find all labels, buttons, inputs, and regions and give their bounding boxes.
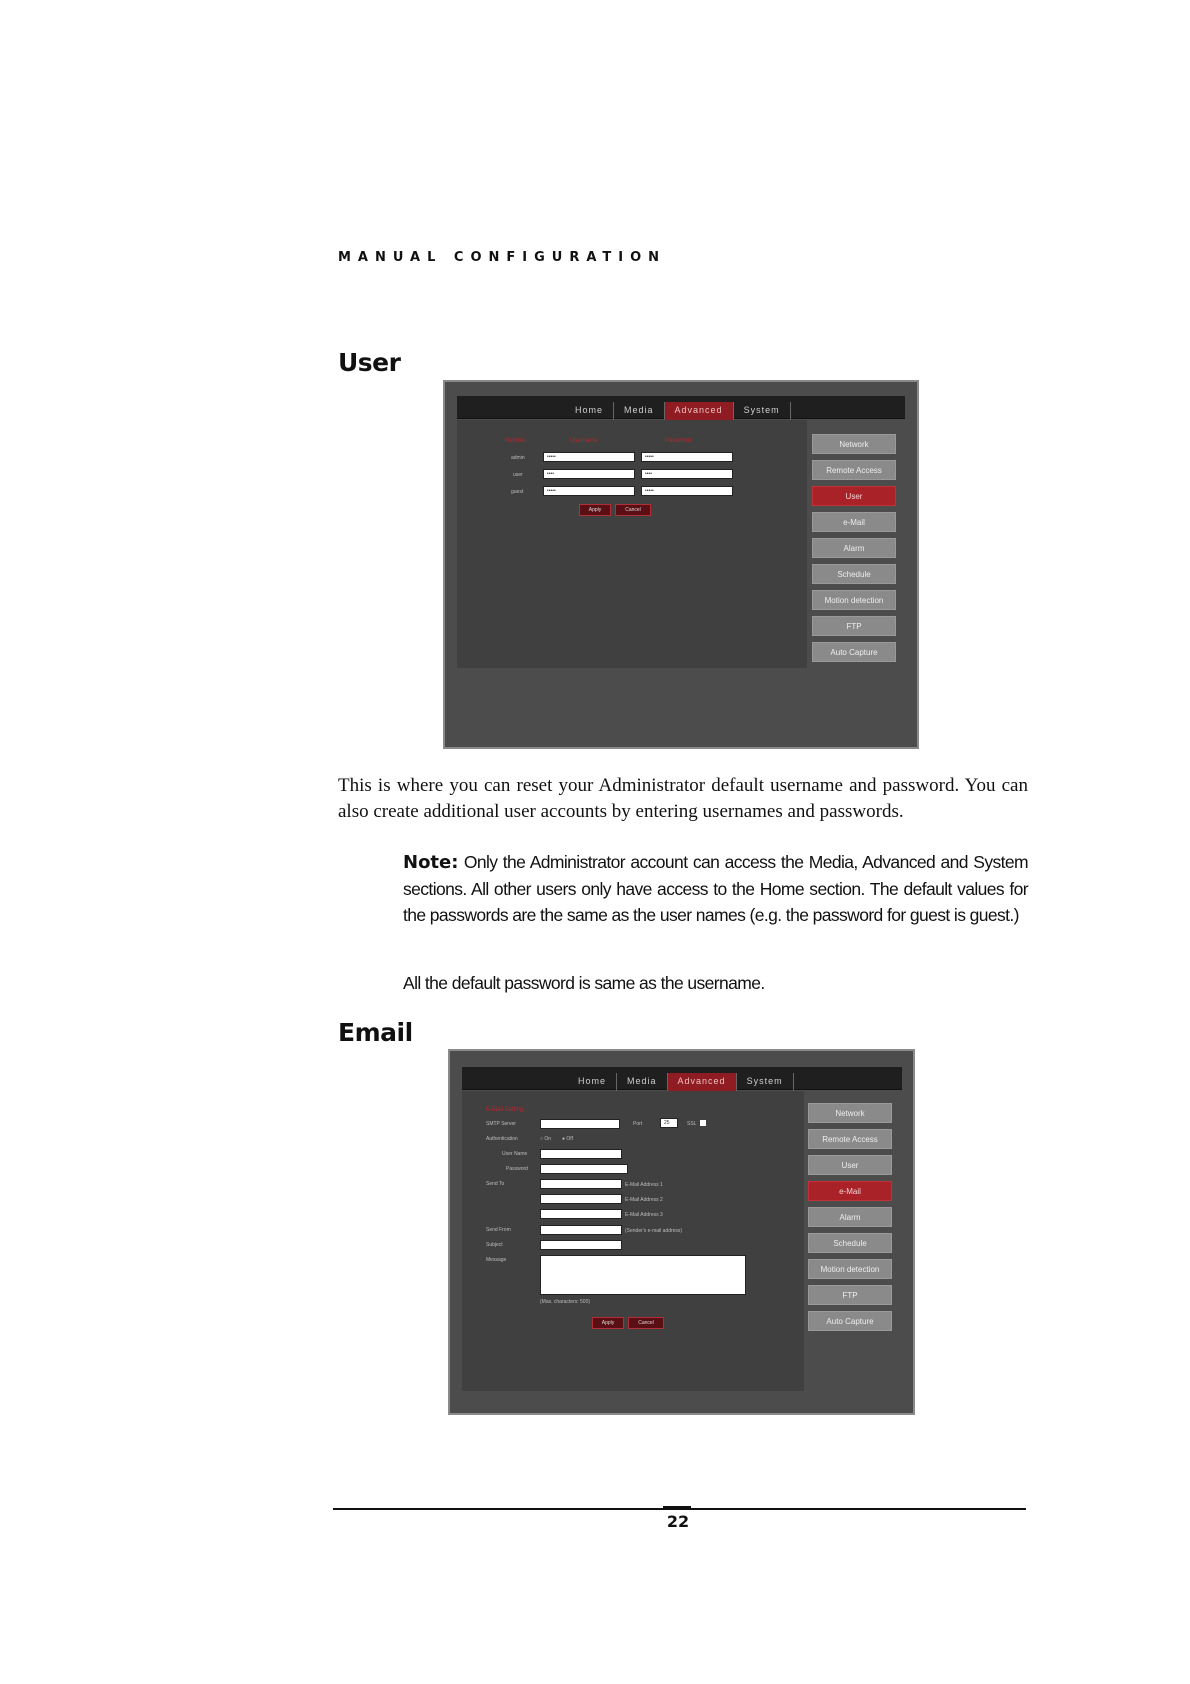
user-nav [565, 402, 791, 420]
user-col-username: Username [570, 438, 598, 444]
port-input[interactable]: 25 [660, 1118, 678, 1128]
email-group-header: E-Mail Setting [486, 1107, 524, 1113]
page-number: 22 [666, 1512, 690, 1531]
page-number-mark [663, 1506, 691, 1509]
password-input[interactable]: ••••• [641, 452, 733, 462]
email-section-title: Email [338, 1018, 413, 1047]
email-nav [568, 1073, 794, 1091]
ssl-checkbox[interactable] [700, 1120, 706, 1126]
auth-off-radio[interactable]: ● Off [562, 1136, 573, 1142]
send-from-label: Send From [486, 1227, 511, 1233]
sidebar-item-alarm[interactable]: Alarm [812, 538, 896, 558]
apply-button[interactable]: Apply [592, 1317, 624, 1329]
user-sidebar [812, 434, 896, 668]
send-from-hint: (Sender's e-mail address) [625, 1228, 683, 1234]
sidebar-item-ftp[interactable]: FTP [812, 616, 896, 636]
sidebar-item-user[interactable]: User [808, 1155, 892, 1175]
username-label: User Name [502, 1151, 528, 1157]
message-limit-hint: (Max. characters: 500) [540, 1299, 591, 1305]
ssl-label: SSL [687, 1121, 697, 1127]
nav-tab-home[interactable]: Home [568, 1073, 617, 1091]
user-col-password: Password [665, 438, 692, 444]
sidebar-item-motion-detection[interactable]: Motion detection [812, 590, 896, 610]
user-description: This is where you can reset your Administrator default username and password. You can also create additional user accounts by entering usernames and passwords. [338, 775, 1028, 822]
sidebar-item-schedule[interactable]: Schedule [812, 564, 896, 584]
username-input[interactable]: ••••• [543, 452, 635, 462]
note-paragraph [403, 849, 1028, 928]
address3-input[interactable] [540, 1209, 622, 1219]
nav-tab-system[interactable]: System [734, 402, 791, 420]
email-screenshot [448, 1049, 915, 1415]
sidebar-item-auto-capture[interactable]: Auto Capture [808, 1311, 892, 1331]
user-row-label: admin [511, 455, 525, 461]
nav-tab-home[interactable]: Home [565, 402, 614, 420]
cancel-button[interactable]: Cancel [628, 1317, 664, 1329]
sidebar-item-network[interactable]: Network [812, 434, 896, 454]
auth-label: Authentication [486, 1136, 518, 1142]
sidebar-item-schedule[interactable]: Schedule [808, 1233, 892, 1253]
section-header: MANUAL CONFIGURATION [338, 250, 667, 265]
sidebar-item-user[interactable]: User [812, 486, 896, 506]
address1-input[interactable] [540, 1179, 622, 1189]
note-label: Note: [403, 852, 459, 873]
subject-input[interactable] [540, 1240, 622, 1250]
message-label: Message [486, 1257, 507, 1263]
address3-label: E-Mail Address 3 [625, 1212, 663, 1218]
email-username-input[interactable] [540, 1149, 622, 1159]
sidebar-item-ftp[interactable]: FTP [808, 1285, 892, 1305]
email-sidebar [808, 1103, 892, 1337]
address1-label: E-Mail Address 1 [625, 1182, 663, 1188]
cancel-button[interactable]: Cancel [615, 504, 651, 516]
nav-tab-media[interactable]: Media [614, 402, 665, 420]
sidebar-item-remote-access[interactable]: Remote Access [808, 1129, 892, 1149]
password-label: Password [506, 1166, 528, 1172]
smtp-input[interactable] [540, 1119, 620, 1129]
subject-label: Subject [486, 1242, 503, 1248]
user-screenshot [443, 380, 919, 749]
sidebar-item-e-mail[interactable]: e-Mail [808, 1181, 892, 1201]
send-to-label: Send To [486, 1181, 505, 1187]
nav-tab-advanced[interactable]: Advanced [668, 1073, 737, 1091]
sidebar-item-alarm[interactable]: Alarm [808, 1207, 892, 1227]
password-input[interactable]: •••• [641, 469, 733, 479]
nav-tab-media[interactable]: Media [617, 1073, 668, 1091]
sidebar-item-network[interactable]: Network [808, 1103, 892, 1123]
address2-label: E-Mail Address 2 [625, 1197, 663, 1203]
note-text: Only the Administrator account can access the Media, Advanced and System sections. All other users only have access to the Home section. The default values for the passwords are the same as the user names (e.g. the password for guest is guest.) [403, 852, 1028, 925]
user-col-number: Number [505, 438, 527, 444]
sidebar-item-remote-access[interactable]: Remote Access [812, 460, 896, 480]
send-from-input[interactable] [540, 1225, 622, 1235]
apply-button[interactable]: Apply [579, 504, 611, 516]
nav-tab-advanced[interactable]: Advanced [665, 402, 734, 420]
nav-tab-system[interactable]: System [737, 1073, 794, 1091]
sidebar-item-motion-detection[interactable]: Motion detection [808, 1259, 892, 1279]
port-label: Port [633, 1121, 643, 1127]
email-password-input[interactable] [540, 1164, 628, 1174]
auth-on-radio[interactable]: ○ On [540, 1136, 552, 1142]
username-input[interactable]: •••• [543, 469, 635, 479]
username-input[interactable]: ••••• [543, 486, 635, 496]
message-textarea[interactable] [540, 1255, 746, 1295]
auth-off-label: Off [566, 1136, 573, 1142]
address2-input[interactable] [540, 1194, 622, 1204]
smtp-label: SMTP Server [486, 1121, 516, 1127]
default-password-line: All the default password is same as the username. [403, 973, 765, 993]
user-row-label: user [513, 472, 523, 478]
sidebar-item-auto-capture[interactable]: Auto Capture [812, 642, 896, 662]
auth-on-label: On [544, 1136, 552, 1142]
password-input[interactable]: ••••• [641, 486, 733, 496]
user-section-title: User [338, 348, 401, 377]
sidebar-item-e-mail[interactable]: e-Mail [812, 512, 896, 532]
user-row-label: guest [511, 489, 524, 495]
